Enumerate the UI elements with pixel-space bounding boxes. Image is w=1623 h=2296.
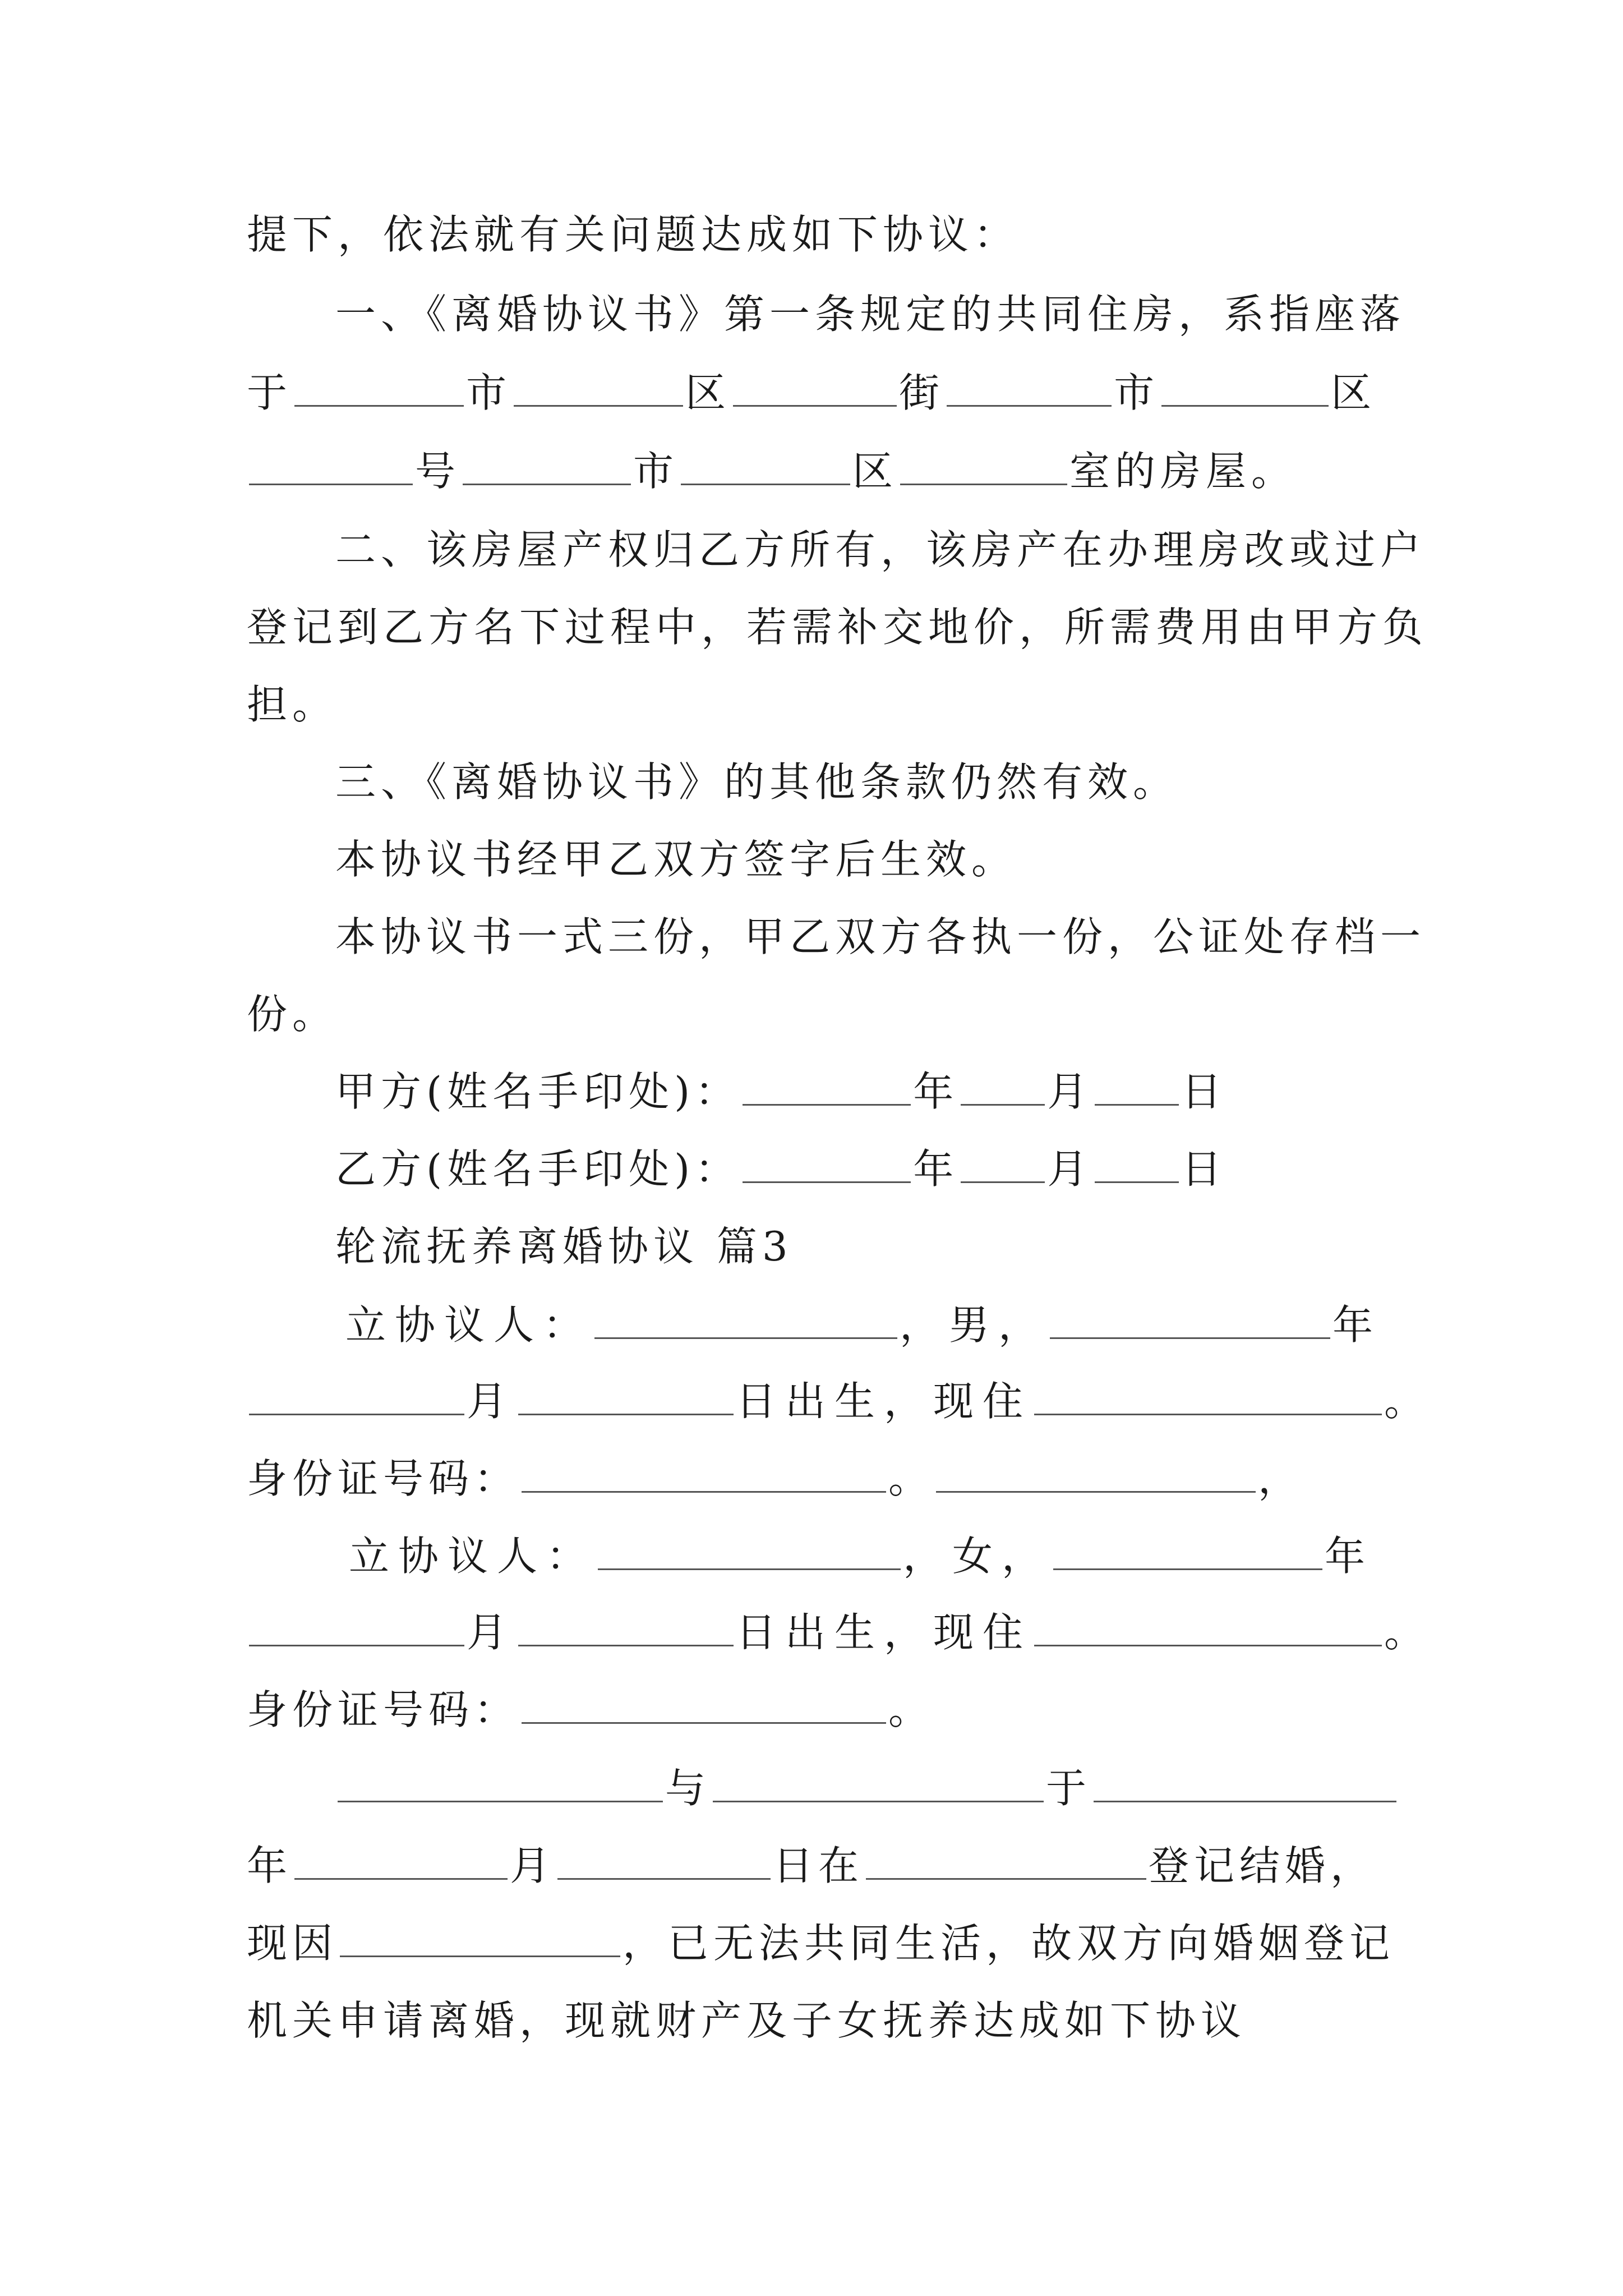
text: 与	[665, 1765, 711, 1812]
text: 月	[1047, 1145, 1093, 1193]
party-a-signature-line	[335, 1064, 1390, 1120]
blank-field	[522, 1685, 886, 1724]
signature-label: 甲方(姓名手印处)：	[335, 1068, 741, 1115]
text: 立协议人：	[349, 1533, 596, 1580]
birth-line	[247, 1373, 1434, 1429]
blank-field	[900, 447, 1067, 485]
text: 现因	[247, 1920, 338, 1967]
blank-field	[1161, 368, 1329, 407]
blank-field	[743, 1144, 911, 1183]
clause-2-line: 担。	[247, 681, 338, 728]
clause-2-line: 二、该房屋产权归乙方所有，该房产在办理房改或过户	[335, 526, 1426, 573]
blank-field	[338, 1764, 663, 1802]
party-line	[349, 1528, 1403, 1584]
text: 市	[466, 369, 512, 416]
clause-1-line: 一、《离婚协议书》第一条规定的共同住房，系指座落	[335, 291, 1406, 338]
text: 区	[1331, 369, 1377, 416]
text: 月	[1047, 1068, 1093, 1115]
blank-field	[594, 1300, 897, 1339]
text: 。	[888, 1686, 934, 1733]
text: 街	[899, 369, 945, 416]
blank-field	[518, 1377, 734, 1415]
blank-field	[1050, 1300, 1330, 1339]
blank-field	[522, 1454, 886, 1493]
paragraph-line: 提下，依法就有关问题达成如下协议：	[247, 211, 1020, 258]
blank-field	[557, 1841, 771, 1880]
text: ，已无法共同生活，故双方向婚姻登记	[623, 1920, 1395, 1967]
id-number-line	[247, 1682, 1385, 1738]
effect-line: 本协议书经甲乙双方签字后生效。	[335, 836, 1017, 883]
text: 日	[1181, 1145, 1227, 1193]
blank-field	[518, 1608, 734, 1646]
marriage-line	[335, 1760, 1390, 1816]
blank-field	[340, 1918, 620, 1957]
signature-label: 乙方(姓名手印处)：	[335, 1145, 741, 1193]
id-number-line	[247, 1451, 1385, 1507]
blank-field	[961, 1144, 1045, 1183]
clause-2-line: 登记到乙方名下过程中，若需补交地价，所需费用由甲方负	[247, 604, 1428, 651]
text: ，女，	[903, 1533, 1052, 1580]
text: 年	[1325, 1533, 1375, 1580]
blank-field	[249, 447, 413, 485]
text: 市	[633, 448, 679, 495]
blank-field	[249, 1608, 464, 1646]
address-line-2	[247, 443, 1385, 499]
blank-field	[1095, 1067, 1179, 1106]
text: 立协议人：	[345, 1301, 593, 1349]
reason-line	[247, 1915, 1395, 1971]
text: 年	[913, 1068, 959, 1115]
text: 日在	[773, 1842, 864, 1889]
text: 于	[1046, 1765, 1092, 1812]
blank-field	[598, 1531, 901, 1570]
blank-field	[1034, 1608, 1382, 1646]
blank-field	[947, 368, 1112, 407]
party-b-signature-line	[335, 1141, 1390, 1197]
text: 区	[685, 369, 731, 416]
blank-field	[514, 368, 683, 407]
text: 。	[1384, 1609, 1434, 1656]
text: 于	[247, 369, 293, 416]
text: 月	[467, 1609, 517, 1656]
section-heading: 轮流抚养离婚协议 篇3	[335, 1223, 793, 1270]
text: 月	[510, 1842, 556, 1889]
blank-field	[936, 1454, 1256, 1493]
text: 月	[467, 1378, 517, 1425]
blank-field	[294, 1841, 508, 1880]
text: 身份证号码：	[247, 1455, 520, 1502]
blank-field	[866, 1841, 1146, 1880]
text: 登记结婚，	[1149, 1842, 1376, 1889]
text: 年	[1332, 1301, 1382, 1349]
text: 日出生，现住	[736, 1378, 1032, 1425]
blank-field	[1094, 1764, 1396, 1802]
address-line-1	[247, 365, 1385, 421]
text: 。	[888, 1455, 934, 1502]
reason-line: 机关申请离婚，现就财产及子女抚养达成如下协议	[247, 1997, 1247, 2044]
blank-field	[463, 447, 631, 485]
text: 身份证号码：	[247, 1686, 520, 1733]
blank-field	[1053, 1531, 1322, 1570]
text: 日出生，现住	[736, 1609, 1032, 1656]
text: 区	[852, 448, 898, 495]
text: 。	[1384, 1378, 1434, 1425]
blank-field	[1034, 1377, 1382, 1415]
party-line	[345, 1297, 1400, 1353]
text: 日	[1181, 1068, 1227, 1115]
text: ，男，	[900, 1301, 1048, 1349]
copies-line: 本协议书一式三份，甲乙双方各执一份，公证处存档一	[335, 913, 1426, 960]
blank-field	[733, 368, 897, 407]
blank-field	[249, 1377, 464, 1415]
clause-3-line: 三、《离婚协议书》的其他条款仍然有效。	[335, 758, 1179, 806]
text: ，	[1258, 1455, 1304, 1502]
blank-field	[713, 1764, 1044, 1802]
blank-field	[1095, 1144, 1179, 1183]
birth-line	[247, 1604, 1434, 1660]
text: 室的房屋。	[1069, 448, 1297, 495]
text: 年	[913, 1145, 959, 1193]
blank-field	[743, 1067, 911, 1106]
text: 市	[1114, 369, 1160, 416]
marriage-line	[247, 1838, 1385, 1894]
copies-line: 份。	[247, 991, 338, 1038]
text: 年	[247, 1842, 293, 1889]
blank-field	[294, 368, 464, 407]
blank-field	[681, 447, 850, 485]
text: 号	[415, 448, 461, 495]
blank-field	[961, 1067, 1045, 1106]
